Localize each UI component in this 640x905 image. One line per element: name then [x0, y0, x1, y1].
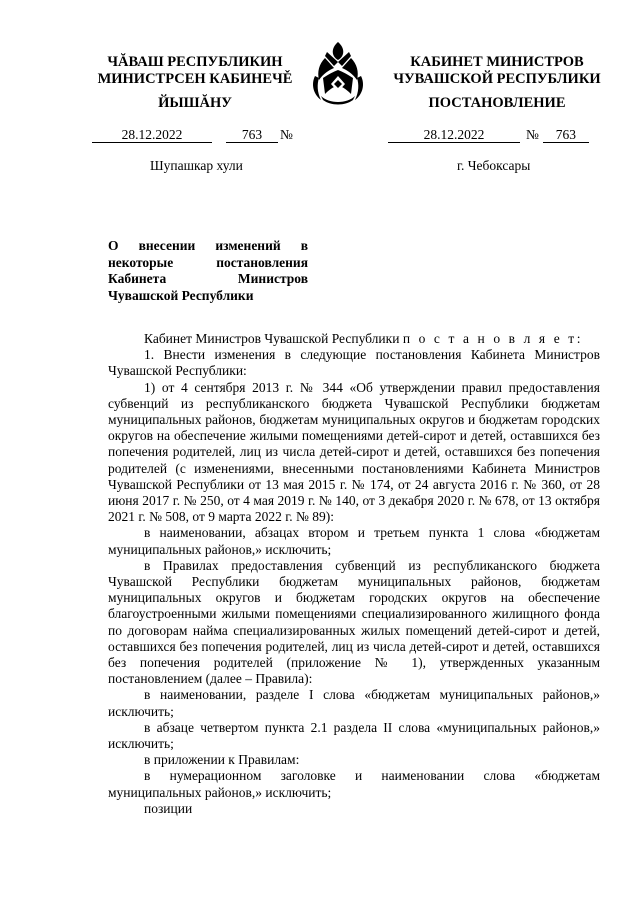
intro-verb: п о с т а н о в л я е т: — [402, 331, 584, 346]
header-right — [382, 54, 612, 88]
header-left-doc-type: ЙЫШĂНУ — [158, 95, 232, 111]
body-paragraph: в абзаце четвертом пункта 2.1 раздела II слова «муниципальных районов,» исключить; — [108, 719, 600, 752]
body-paragraph: в наименовании, разделе I слова «бюджетам муниципальных районов,» исключить; — [108, 687, 600, 719]
body-paragraph: в нумерационном заголовке и наименовании слова «бюджетам муниципальных районов,» исключить; — [108, 768, 600, 800]
header-right-doc-type: ПОСТАНОВЛЕНИЕ — [428, 95, 566, 111]
body-paragraph: в наименовании, абзацах втором и третьем пункта 1 слова «бюджетам муниципальных районов,» исключить; — [108, 525, 600, 557]
coat-of-arms-icon — [301, 38, 375, 108]
right-city: г. Чебоксары — [457, 158, 531, 173]
left-date: 28.12.2022 — [92, 127, 212, 143]
body-paragraph: в приложении к Правилам: — [144, 752, 300, 768]
left-number-sign: № — [280, 127, 293, 142]
body-paragraph: 1. Внести изменения в следующие постановления Кабинета Министров Чувашской Республики: — [108, 347, 600, 379]
header-left-line2: МИНИСТРСЕН КАБИНЕЧĚ — [97, 71, 293, 87]
header-left-line1: ЧĂВАШ РЕСПУБЛИКИН — [107, 54, 283, 70]
document-subject: О внесении изменений в некоторые постановления Кабинета Министров Чувашской Республики — [108, 238, 308, 303]
right-number-sign: № — [526, 127, 539, 142]
intro-paragraph — [108, 331, 600, 347]
right-date: 28.12.2022 — [388, 127, 520, 143]
header-right-line1: КАБИНЕТ МИНИСТРОВ — [410, 54, 584, 70]
body-paragraph: позиции — [144, 800, 193, 816]
intro-prefix: Кабинет Министров Чувашской Республики — [144, 331, 400, 346]
header-left — [90, 54, 300, 88]
left-date-number-row — [92, 127, 293, 143]
body-paragraph: 1) от 4 сентября 2013 г. № 344 «Об утверждении правил предоставления субвенций из республиканского бюджета Чувашской Республики бюджетам муниципальных районов, бюджетам муниципальных округов и бюджетам городских округов на обеспечение жилыми помещениями детей-сирот и детей, оставшихся без попечения родителей, лиц из числа детей-сирот и детей, оставшихся без попечения родителей (с изменениями, внесенными постановлениями Кабинета Министров Чувашской Республики от 13 мая 2015 г. № 174, от 24 августа 2016 г. № 360, от 28 июня 2017 г. № 250, от 4 мая 2019 г. № 140, от 3 декабря 2020 г. № 678, от 13 октября 2021 г. № 508, от 9 марта 2022 г. № 89): — [108, 379, 600, 525]
document-body — [108, 331, 600, 817]
left-number: 763 — [226, 127, 278, 143]
right-number: 763 — [543, 127, 589, 143]
body-paragraph: в Правилах предоставления субвенций из республиканского бюджета Чувашской Республики бюджетам муниципальных районов, бюджетам муниципальных округов и бюджетам городских округов на обеспечение благоустроенными жилыми помещениями специализированного жилищного фонда по договорам найма специализированных жилых помещений детей-сирот и детей, оставшихся без попечения родителей, лиц из числа детей-сирот и детей, оставшихся без попечения родителей (приложение № 1), утвержденных указанным постановлением (далее – Правила): — [108, 557, 600, 687]
right-date-number-row — [388, 127, 589, 143]
header-right-line2: ЧУВАШСКОЙ РЕСПУБЛИКИ — [393, 71, 601, 87]
left-city: Шупашкар хули — [150, 158, 243, 173]
